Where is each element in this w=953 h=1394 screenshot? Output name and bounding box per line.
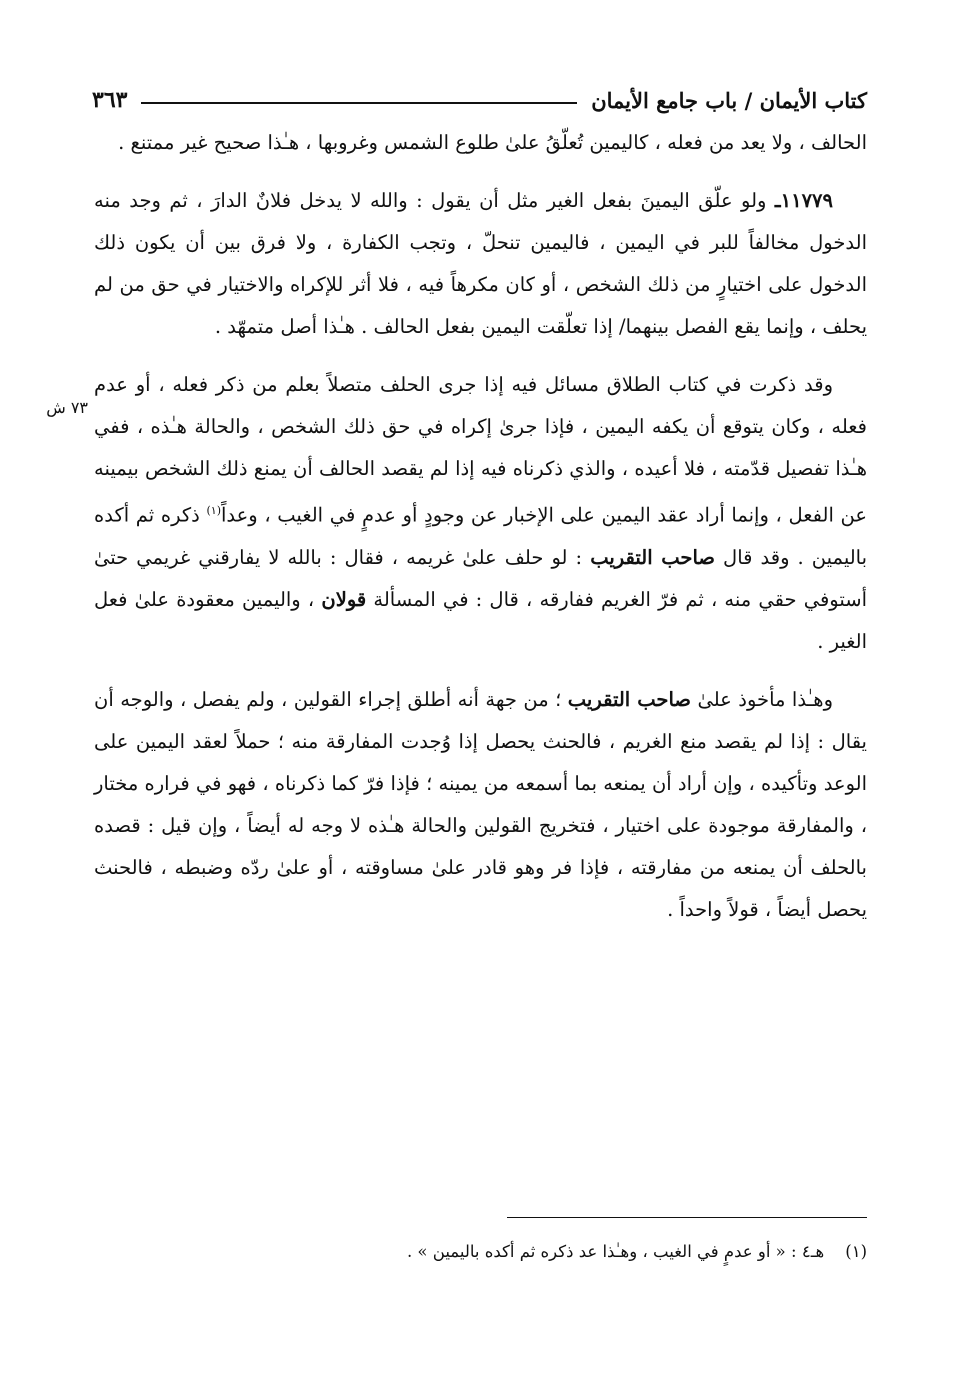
paragraph-3-bold-1: صاحب التقريب [590, 545, 715, 569]
page-number: ٣٦٣ [92, 87, 128, 113]
footnote-text: هـ٤ : « أو عدمٍ في الغيب ، وهـٰذا عد ذكره ثم أكده باليمين » . [406, 1242, 825, 1261]
footnote-rule [507, 1217, 867, 1218]
footnote-marker: (١) [845, 1242, 867, 1261]
paragraph-4-text-b: ؛ من جهة أنه أطلق إجراء القولين ، ولم يفصل ، والوجه أن يقال : إذا لم يقصد منع الغريم ، فالحنث يحصل إذا وُجدت المفارقة منه ؛ حملاً لعقد اليمين على الوعد وتأكيده ، وإن أراد أن يمنعه بما أسمعه من يمينه ؛ فإذا فرّ كما ذكرناه ، فهو في فراره مختار ، والمفارقة موجودة على اختيار ، فتخريج القولين والحالة هـٰذه لا وجه له أيضاً ، وإن قيل : قصده بالحلف أن يمنعه من مفارقته ، فإذا فر وهو قادر علىٰ مساوقته ، أو علىٰ ردّه وضبطه ، فالحنث يحصل أيضاً ، قولاً واحداً . [94, 687, 867, 921]
header-rule [141, 102, 577, 104]
margin-note: ٧٣ ش [46, 398, 88, 417]
paragraph-3-text-b: ذكره ثم أكده باليمين . وقد قال [94, 503, 868, 569]
paragraph-3-text-d: ، واليمين معقودة علىٰ فعل الغير . [94, 587, 867, 653]
paragraph-4-bold: صاحب التقريب [567, 687, 691, 711]
paragraph-2 [94, 180, 867, 348]
paragraph-4 [94, 679, 867, 931]
paragraph-3-text-c: : لو حلف علىٰ غريمه ، فقال : بالله لا يفارقني غريمي حتىٰ أستوفي حقي منه ، ثم فرّ الغريم ففارقه ، قال : في المسألة [94, 545, 868, 611]
paragraph-3 [94, 364, 867, 663]
body-text [94, 122, 867, 931]
footnote [94, 1238, 867, 1266]
running-header [92, 78, 867, 122]
paragraph-4-text-a: وهـٰذا مأخوذ علىٰ [690, 687, 833, 711]
issue-number: ١١٧٧٩ـ [774, 189, 833, 212]
footnote-ref: (١) [206, 504, 221, 517]
header-title: كتاب الأيمان / باب جامع الأيمان [591, 87, 867, 113]
paragraph-2-text: ولو علّق اليمينَ بفعل الغير مثل أن يقول : والله لا يدخل فلانٌ الدارَ ، ثم وجد منه الدخول مخالفاً للبر في اليمين ، فاليمين تنحلّ ، وتجب الكفارة ، ولا فرق بين أن يكون ذلك الدخول على اختيارٍ من ذلك الشخص ، أو كان مكرهاً فيه ، فلا أثر للإكراه والاختيار في حق من لم يحلف ، وإنما يقع الفصل بينهما/ إذا تعلّقت اليمين بفعل الحالف . هـٰذا أصل متمهّد . [94, 189, 867, 338]
paragraph-3-text-a: وقد ذكرت في كتاب الطلاق مسائل فيه إذا جرى الحلف متصلاً بعلم من ذكر فعله ، أو عدم فعله ، وكان يتوقع أن يكفه اليمين ، فإذا جرىٰ إكراه في حق ذلك الشخص ، والحالة هـٰذه ، ففي هـٰذا تفصيل قدّمته ، فلا أعيده ، والذي ذكرناه فيه إذا لم يقصد الحالف أن يمنع ذلك الشخص بيمينه عن الفعل ، وإنما أراد عقد اليمين على الإخبار عن وجودٍ أو عدمٍ في الغيب ، وعداً [94, 373, 867, 527]
paragraph-3-bold-2: قولان [321, 587, 367, 611]
paragraph-1: الحالف ، ولا يعد من فعله ، كاليمين تُعلّقُ علىٰ طلوع الشمس وغروبها ، هـٰذا صحيح غير ممتنع . [118, 131, 867, 154]
